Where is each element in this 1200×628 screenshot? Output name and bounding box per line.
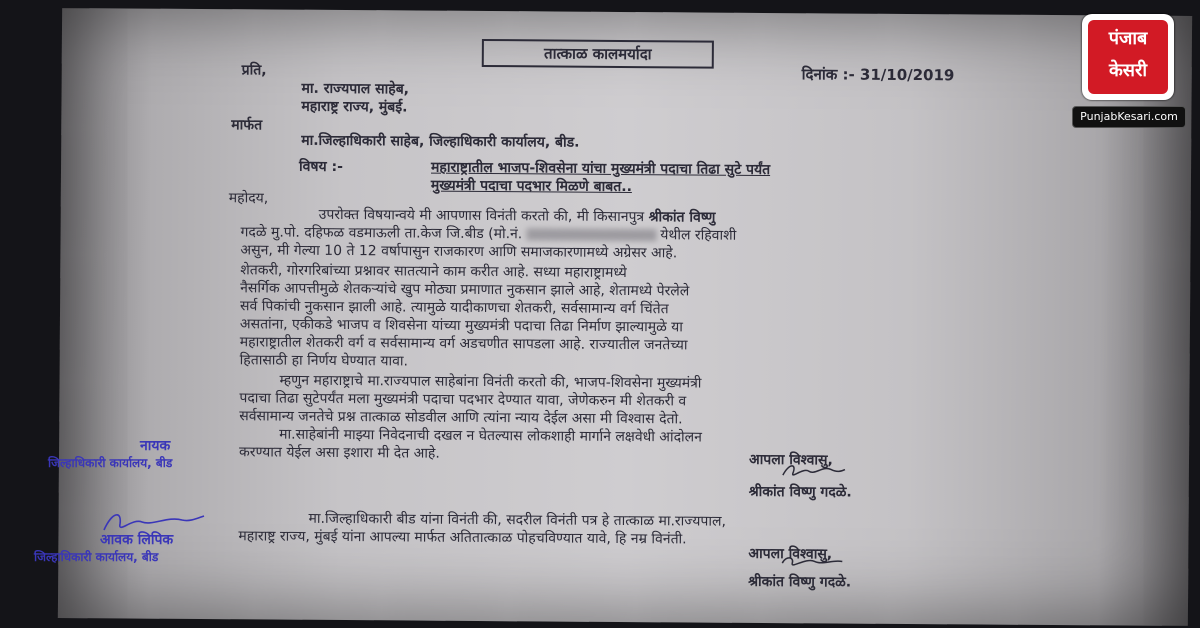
letter-title: तात्काळ कालमर्यादा — [482, 39, 714, 69]
paragraph-2-line-1: शेतकरी, गोरगरिबांच्या प्रश्नावर सातत्याने काम करीत आहे. सध्या महाराष्ट्रामध्ये — [240, 262, 627, 282]
paragraph-3-line-3: सर्वसामान्य जनतेचे प्रश्न तात्काळ सोडवील आणि त्यांना न्याय देईल असा मी विश्वास देतो. — [239, 408, 683, 428]
paragraph-3-line-2: पदाचा तिढा सुटेपर्यंत मला मुख्यमंत्री पदाचा पदभार देण्यात यावा, जेणेकरुन मी शेतकरी व — [239, 390, 687, 410]
p1-text-2: गदळे मु.पो. दहिफळ वडमाऊली ता.केज जि.बीड (मो.नं. — [240, 224, 523, 243]
paragraph-1-line-3: असुन, मी गेल्या 10 ते 12 वर्षापासुन राजकारण आणि समाजकारणामध्ये अग्रेसर आहे. — [240, 242, 678, 262]
logo-badge — [1088, 20, 1168, 94]
recipient-line-2: महाराष्ट्र राज्य, मुंबई. — [301, 98, 408, 116]
subject-line-1: महाराष्ट्रातील भाजप-शिवसेना यांचा मुख्यमंत्री पदाचा तिढा सुटे पर्यंत — [430, 159, 771, 179]
paragraph-3-line-1: म्हणुन महाराष्ट्राचे मा.राज्यपाल साहेबांना विनंती करतो की, भाजप-शिवसेना मुख्यमंत्री — [279, 372, 702, 392]
signature-2 — [778, 551, 848, 571]
punjab-kesari-logo — [1082, 14, 1174, 100]
signer-2: श्रीकांत विष्णु गदळे. — [748, 573, 852, 591]
redacted-phone — [526, 228, 656, 241]
stamp-1-office: जिल्हाधिकारी कार्यालय, बीड — [48, 456, 173, 470]
p1-text: उपरोक्त विषयान्वये मी आपणास विनंती करतो की, मी किसानपुत्र — [318, 206, 645, 226]
paragraph-2-line-4: असतांना, एकीकडे भाजप व शिवसेना यांच्या मुख्यमंत्री पदाचा तिढा निर्माण झाल्यामुळे या — [239, 316, 684, 336]
stamp-1-title: नायक — [140, 438, 171, 454]
signer-1: श्रीकांत विष्णु गदळे. — [748, 483, 852, 501]
closing-2: आपला विश्वासु, — [748, 545, 833, 563]
closing-1: आपला विश्वासु, — [748, 451, 833, 469]
stamp-2-office: जिल्हाधिकारी कार्यालय, बीड — [34, 550, 159, 564]
logo-line-2: केसरी — [1108, 60, 1148, 81]
stamp-2-title: आवक लिपिक — [100, 532, 174, 548]
via-label: मार्फत — [231, 117, 263, 134]
letter-paper — [58, 8, 1192, 626]
brand-site-label: PunjabKesari.com — [1072, 106, 1186, 128]
paragraph-2-line-5: महाराष्ट्रातील शेतकरी वर्ग व सर्वसामान्य वर्ग अडचणीत सापडला आहे. राज्यातील जनतेच्या — [239, 334, 688, 354]
paragraph-5-line-1: मा.जिल्हाधिकारी बीड यांना विनंती की, सदरील विनंती पत्र हे तात्काळ मा.राज्यपाल, — [308, 510, 727, 530]
salutation: महोदय, — [228, 190, 269, 207]
paragraph-4-line-2: करण्यात येईल असा इशारा मी देत आहे. — [238, 444, 440, 462]
paragraph-5-line-2: महाराष्ट्र राज्य, मुंबई यांना आपल्या मार्फत अतितात्काळ पोहचविण्यात यावे, हि नम्र विनंती. — [238, 528, 687, 548]
to-label: प्रति, — [241, 62, 267, 79]
paragraph-4-line-1: मा.साहेबांनी माझ्या निवेदनाची दखल न घेतल्यास लोकशाही मार्गाने लक्षवेधी आंदोलन — [279, 426, 703, 446]
via-line: मा.जिल्हाधिकारी साहेब, जिल्हाधिकारी कार्यालय, बीड. — [301, 132, 580, 151]
paragraph-2-line-6: हितासाठी हा निर्णय घेण्यात यावा. — [239, 352, 409, 370]
signature-1 — [779, 459, 849, 481]
subject-label: विषय :- — [298, 158, 344, 176]
paragraph-2-line-3: सर्व पिकांची नुकसान झाली आहे. त्यामुळे यादीकाणचा शेतकरी, सर्वसामान्य वर्ग चिंतेत — [240, 298, 669, 318]
subject-line-2: मुख्यमंत्री पदाचा पदभार मिळणे बाबत.. — [430, 177, 632, 196]
sender-name: श्रीकांत विष्णु — [648, 209, 716, 226]
recipient-line-1: मा. राज्यपाल साहेब, — [301, 80, 410, 98]
logo-line-1: पंजाब — [1108, 28, 1148, 49]
paragraph-2-line-2: नैसर्गिक आपत्तीमुळे शेतकऱ्यांचे खुप मोठ्या प्रमाणात नुकसान झाले आहे, शेतामध्ये पेरलेले — [240, 280, 690, 300]
letter-date: दिनांक :- 31/10/2019 — [801, 65, 955, 85]
p1-text-tail: येथील रहिवाशी — [660, 227, 737, 244]
